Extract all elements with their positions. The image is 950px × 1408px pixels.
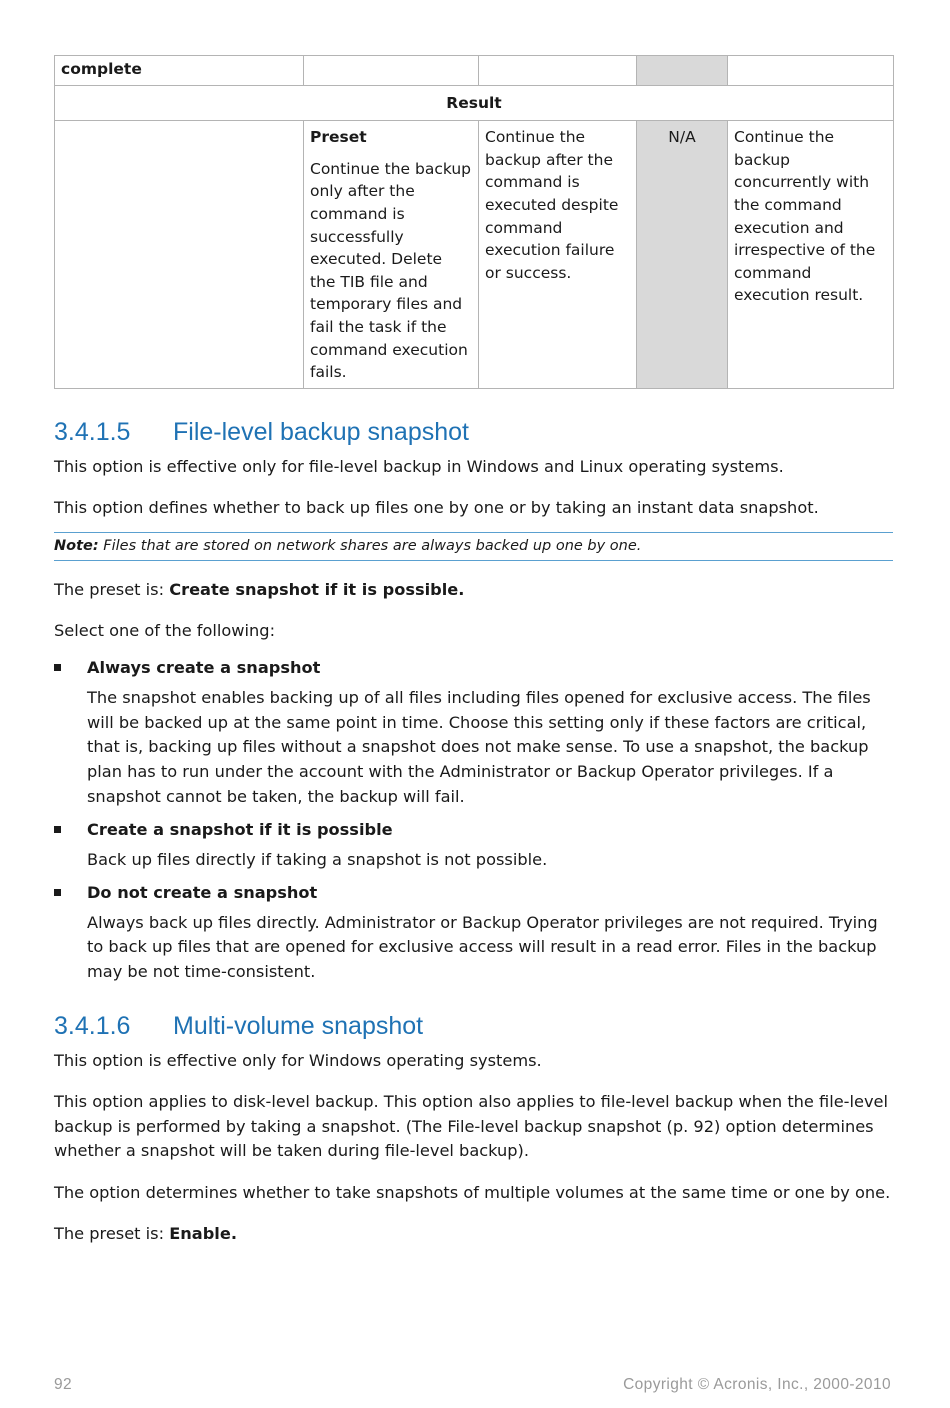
page-body: [54, 55, 893, 1247]
paragraph: The option determines whether to take snapshots of multiple volumes at the same time or one by one.: [54, 1182, 891, 1202]
table-row: [55, 85, 894, 121]
option-description: The snapshot enables backing up of all files including files opened for exclusive access. The files will be backed up at the same point in time. Choose this setting only if these factors are critical, that is, backing up files without a snapshot does not make sense. To use a snapshot, the backup plan has to run under the account with the Administrator or Backup Operator privileges. If a snapshot cannot be taken, the backup will fail.: [87, 687, 871, 806]
preset-text: Continue the backup only after the command is successfully executed. Delete the TIB file and temporary files and fail the task if the command execution fails.: [310, 159, 472, 382]
table-cell-empty: [479, 56, 637, 86]
table-cell-complete: complete: [55, 56, 304, 86]
preset-prefix: The preset is:: [54, 1224, 170, 1244]
table-cell-empty: [55, 121, 304, 389]
section-heading-multi-volume-snapshot: [54, 1011, 893, 1041]
table-cell-concurrent: Continue the backup concurrently with the command execution and irrespective of the command execution result.: [728, 121, 894, 389]
paragraph: This option is effective only for file-level backup in Windows and Linux operating systems.: [54, 456, 784, 476]
table-cell-empty: [304, 56, 479, 86]
table-cell-empty: [728, 56, 894, 86]
note-label: Note:: [54, 537, 99, 554]
table-cell-preset: [304, 121, 479, 389]
option-title: Do not create a snapshot: [87, 882, 318, 902]
list-item: [54, 656, 893, 810]
bullet-icon: [54, 664, 61, 671]
section-title: Multi-volume snapshot: [173, 1011, 424, 1040]
paragraph: This option applies to disk-level backup. This option also applies to file-level backup when the file-level backup is performed by taking a snapshot. (The File-level backup snapshot (p. 92) option determines whether a snapshot will be taken during file-level backup).: [54, 1092, 889, 1161]
preset-paragraph: [54, 578, 893, 603]
note-box: [54, 532, 893, 561]
preset-value: Create snapshot if it is possible.: [169, 579, 465, 599]
preset-paragraph: [54, 1222, 893, 1247]
section-number: 3.4.1.5: [54, 417, 131, 446]
section-title: File-level backup snapshot: [173, 417, 469, 446]
table-row: [55, 121, 894, 389]
paragraph: This option is effective only for Windows operating systems.: [54, 1050, 542, 1070]
page-footer: [54, 1376, 891, 1394]
copyright-text: Copyright © Acronis, Inc., 2000-2010: [623, 1376, 891, 1393]
options-table: [54, 55, 894, 389]
paragraph: This option defines whether to back up files one by one or by taking an instant data snapshot.: [54, 498, 819, 518]
option-title: Always create a snapshot: [87, 657, 321, 677]
option-title: Create a snapshot if it is possible: [87, 819, 393, 839]
section-number: 3.4.1.6: [54, 1011, 131, 1040]
note-text: Files that are stored on network shares are always backed up one by one.: [98, 537, 642, 554]
preset-value: Enable.: [169, 1224, 237, 1244]
snapshot-options-list: [54, 656, 893, 985]
table-cell-na: N/A: [637, 121, 728, 389]
table-cell-continue-despite: Continue the backup after the command is executed despite command execution failure or success.: [479, 121, 637, 389]
bullet-icon: [54, 889, 61, 896]
paragraph: Select one of the following:: [54, 621, 276, 641]
section-heading-file-level-snapshot: [54, 417, 893, 447]
list-item: [54, 881, 893, 985]
page-number: 92: [54, 1376, 73, 1393]
option-description: Back up files directly if taking a snapshot is not possible.: [87, 849, 548, 869]
option-description: Always back up files directly. Administrator or Backup Operator privileges are not required. Trying to back up files that are opened for exclusive access will result in a read error. Files in the backup may be not time-consistent.: [87, 912, 878, 982]
list-item: [54, 818, 893, 873]
preset-prefix: The preset is:: [54, 579, 170, 599]
table-row: [55, 56, 894, 86]
table-cell-empty: [637, 56, 728, 86]
bullet-icon: [54, 826, 61, 833]
table-result-header: Result: [55, 85, 894, 121]
preset-label: Preset: [310, 128, 367, 147]
